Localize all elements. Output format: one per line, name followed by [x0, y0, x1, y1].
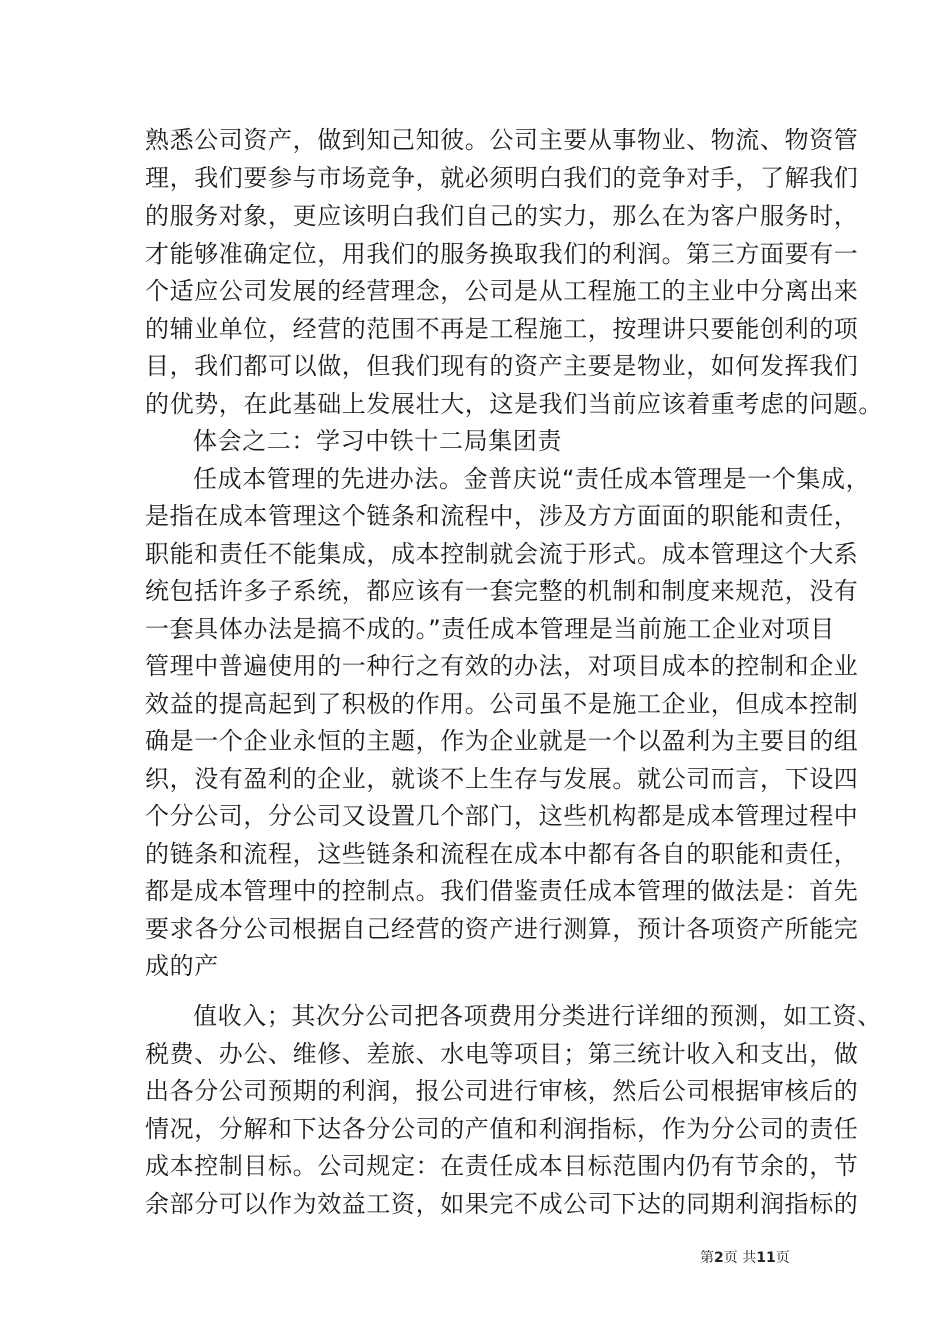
text-line: 确是一个企业永恒的主题，作为企业就是一个以盈利为主要目的组 — [145, 727, 859, 755]
text-line: 情况，分解和下达各分公司的产值和利润指标，作为分公司的责任 — [145, 1115, 859, 1143]
current-page-number: 2 — [714, 1250, 724, 1266]
text-line: 出各分公司预期的利润，报公司进行审核，然后公司根据审核后的 — [145, 1077, 859, 1105]
text-line: 是指在成本管理这个链条和流程中，涉及方方面面的职能和责任， — [145, 502, 859, 530]
text-line: 统包括许多子系统，都应该有一套完整的机制和制度来规范，没有 — [145, 577, 859, 605]
text-line: 余部分可以作为效益工资，如果完不成公司下达的同期利润指标的 — [145, 1190, 859, 1218]
text-line: 个分公司，分公司又设置几个部门，这些机构都是成本管理过程中 — [145, 802, 859, 830]
text-line: 效益的提高起到了积极的作用。公司虽不是施工企业，但成本控制 — [145, 690, 859, 718]
section-heading: 体会之二：学习中铁十二局集团责 — [193, 427, 562, 455]
footer-middle: 页 共 — [723, 1250, 757, 1266]
text-line: 织，没有盈利的企业，就谈不上生存与发展。就公司而言，下设四 — [145, 765, 859, 793]
text-line: 管理中普遍使用的一种行之有效的办法，对项目成本的控制和企业 — [145, 652, 859, 680]
text-line: 熟悉公司资产，做到知己知彼。公司主要从事物业、物流、物资管 — [145, 126, 859, 154]
text-line: 的链条和流程，这些链条和流程在成本中都有各自的职能和责任， — [145, 840, 859, 868]
text-line: 目，我们都可以做，但我们现有的资产主要是物业，如何发挥我们 — [145, 352, 859, 380]
text-line: 的优势，在此基础上发展壮大，这是我们当前应该着重考虑的问题。 — [145, 390, 883, 418]
text-line: 一套具体办法是搞不成的。”责任成本管理是当前施工企业对项目 — [145, 615, 835, 643]
text-line: 任成本管理的先进办法。金普庆说“责任成本管理是一个集成， — [193, 465, 871, 493]
footer-suffix: 页 — [775, 1250, 790, 1266]
text-line: 才能够准确定位，用我们的服务换取我们的利润。第三方面要有一 — [145, 240, 859, 268]
text-line: 理，我们要参与市场竞争，就必须明白我们的竞争对手，了解我们 — [145, 164, 859, 192]
footer-prefix: 第 — [700, 1250, 714, 1266]
text-line: 职能和责任不能集成，成本控制就会流于形式。成本管理这个大系 — [145, 540, 859, 568]
page-number-footer — [700, 1247, 790, 1267]
text-line: 的服务对象，更应该明白我们自己的实力，那么在为客户服务时， — [145, 202, 859, 230]
total-page-number: 11 — [756, 1250, 776, 1266]
text-line: 值收入；其次分公司把各项费用分类进行详细的预测，如工资、 — [193, 1002, 882, 1030]
text-line: 个适应公司发展的经营理念，公司是从工程施工的主业中分离出来 — [145, 277, 859, 305]
text-line: 都是成本管理中的控制点。我们借鉴责任成本管理的做法是：首先 — [145, 877, 859, 905]
text-line: 的辅业单位，经营的范围不再是工程施工，按理讲只要能创利的项 — [145, 315, 859, 343]
text-line: 成本控制目标。公司规定：在责任成本目标范围内仍有节余的，节 — [145, 1152, 859, 1180]
text-line: 要求各分公司根据自己经营的资产进行测算，预计各项资产所能完 — [145, 915, 859, 943]
text-line: 成的产 — [145, 952, 219, 980]
text-line: 税费、办公、维修、差旅、水电等项目；第三统计收入和支出，做 — [145, 1040, 859, 1068]
